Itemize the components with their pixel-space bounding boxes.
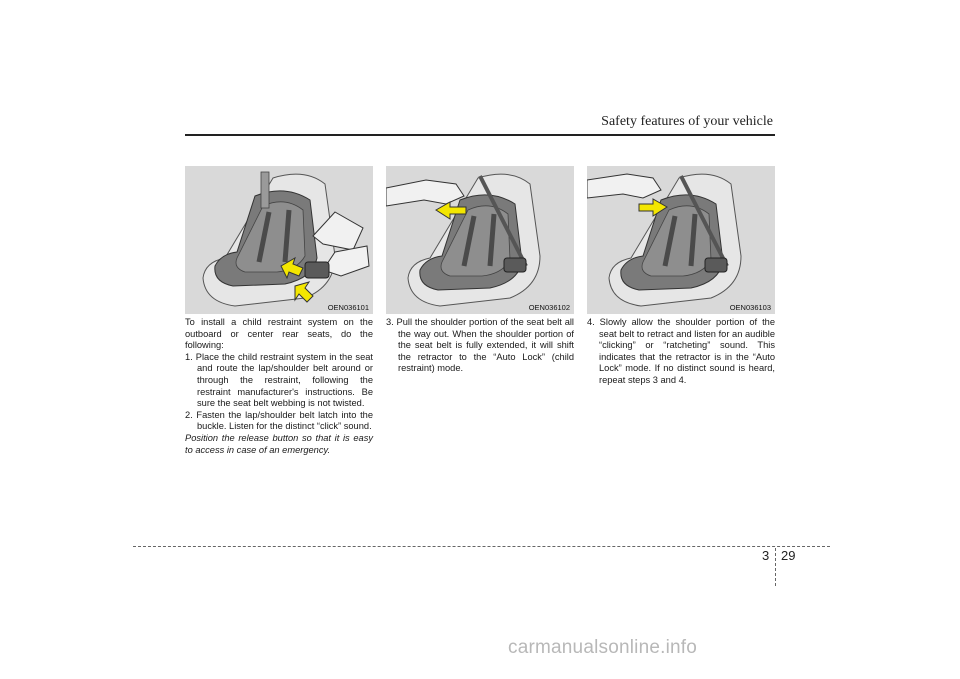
steps-list-2	[386, 317, 574, 375]
page-number: 29	[781, 548, 796, 563]
header-rule	[185, 134, 775, 136]
step-4: 4. Slowly allow the shoulder portion of the seat belt to retract and listen for an audible “clicking” or “ratcheting” sound. This indicates that the retractor is in the “Auto Lock” mode. If no distinct sound is heard, repeat steps 3 and 4.	[587, 317, 775, 385]
chapter-number: 3	[762, 548, 770, 563]
figure-code: OEN036102	[528, 303, 570, 312]
column-left-text	[185, 317, 373, 456]
figure-retract-belt	[587, 166, 775, 314]
column-middle-text	[386, 317, 574, 375]
retract-belt-illustration	[587, 166, 775, 314]
steps-list-3	[587, 317, 775, 387]
step-1: 1. Place the child restraint system in the seat and route the lap/shoulder belt around or through the restraint, following the restraint manufacturer's instructions. Be sure the seat belt webbing is not twisted.	[185, 351, 373, 409]
page-header-title: Safety features of your vehicle	[601, 114, 773, 129]
child-seat-buckle-illustration	[185, 166, 373, 314]
intro-paragraph: To install a child restraint system on the outboard or center rear seats, do the following:	[185, 317, 373, 351]
watermark-text: carmanualsonline.info	[508, 637, 698, 658]
note-paragraph: Position the release button so that it is easy to access in case of an emergency.	[185, 432, 373, 455]
column-right-text	[587, 317, 775, 387]
figure-pull-shoulder-belt	[386, 166, 574, 314]
page-number-separator	[775, 548, 776, 586]
pull-belt-illustration	[386, 166, 574, 314]
figure-code: OEN036101	[327, 303, 369, 312]
figure-code: OEN036103	[729, 303, 771, 312]
step-3: 3. Pull the shoulder portion of the seat belt all the way out. When the shoulder portion of the seat belt is fully extended, it will shift the retractor to the “Auto Lock” (child restraint) mode.	[386, 317, 574, 374]
figure-install-child-seat	[185, 166, 373, 314]
footer-rule	[133, 546, 830, 547]
steps-list-1	[185, 352, 373, 433]
step-2: 2. Fasten the lap/shoulder belt latch into the buckle. Listen for the distinct “click” sound.	[185, 409, 373, 432]
